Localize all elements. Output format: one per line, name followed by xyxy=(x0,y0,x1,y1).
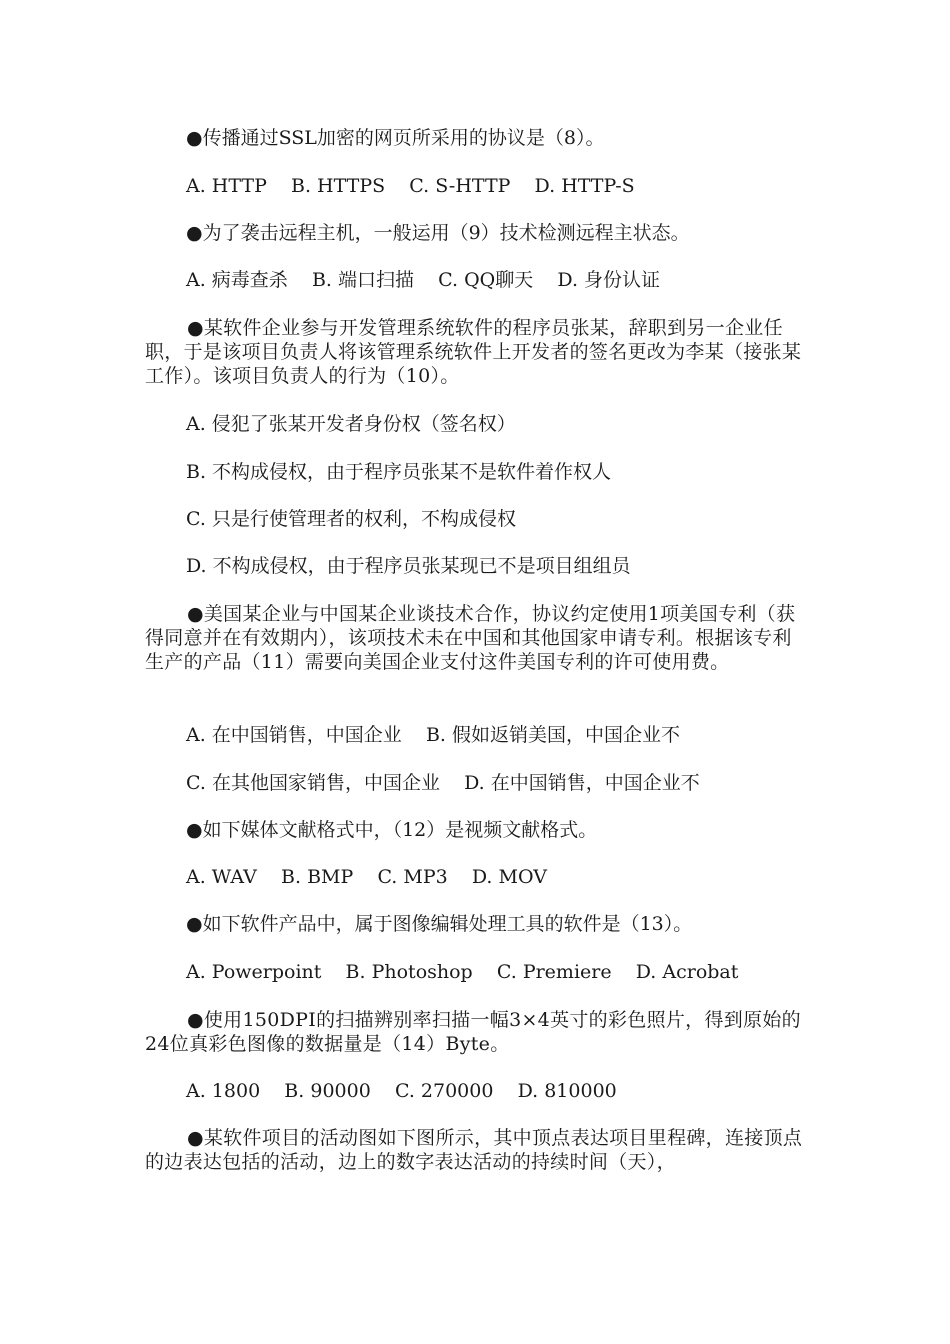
question-10-option-b: B. 不构成侵权，由于程序员张某不是软件着作权人 xyxy=(186,461,612,483)
question-13-options: A. Powerpoint B. Photoshop C. Premiere D. Acrobat xyxy=(186,961,739,983)
question-9-options: A. 病毒查杀 B. 端口扫描 C. QQ聊天 D. 身份认证 xyxy=(186,269,661,291)
question-8: ●传播通过SSL加密的网页所采用的协议是（8）。 xyxy=(186,127,605,149)
question-8-options: A. HTTP B. HTTPS C. S-HTTP D. HTTP-S xyxy=(186,175,635,197)
question-13: ●如下软件产品中，属于图像编辑处理工具的软件是（13）。 xyxy=(186,913,693,935)
question-9: ●为了袭击远程主机，一般运用（9）技术检测远程主状态。 xyxy=(186,222,690,244)
question-14: ●使用150DPI的扫描辨别率扫描一幅3×4英寸的彩色照片，得到原始的24位真彩色图像的数据量是（14）Byte。 xyxy=(145,1009,801,1055)
question-12-options: A. WAV B. BMP C. MP3 D. MOV xyxy=(186,866,547,888)
question-11-options-cd: C. 在其他国家销售，中国企业 D. 在中国销售，中国企业不 xyxy=(186,772,700,794)
question-10-option-d: D. 不构成侵权，由于程序员张某现已不是项目组组员 xyxy=(186,555,631,577)
question-11: ●美国某企业与中国某企业谈技术合作，协议约定使用1项美国专利（获得同意并在有效期内），该项技术未在中国和其他国家申请专利。根据该专利生产的产品（11）需要向美国企业支付这件美国专利的许可使用费。 xyxy=(145,603,796,673)
question-10-option-c: C. 只是行使管理者的权利，不构成侵权 xyxy=(186,508,516,530)
question-12: ●如下媒体文献格式中，（12）是视频文献格式。 xyxy=(186,819,598,841)
question-10: ●某软件企业参与开发管理系统软件的程序员张某，辞职到另一企业任职，于是该项目负责人将该管理系统软件上开发者的签名更改为李某（接张某工作）。该项目负责人的行为（10）。 xyxy=(145,317,802,387)
question-14-options: A. 1800 B. 90000 C. 270000 D. 810000 xyxy=(186,1080,617,1102)
question-10-option-a: A. 侵犯了张某开发者身份权（签名权） xyxy=(186,413,516,435)
question-11-options-ab: A. 在中国销售，中国企业 B. 假如返销美国，中国企业不 xyxy=(186,724,681,746)
question-15: ●某软件项目的活动图如下图所示，其中顶点表达项目里程碑，连接顶点的边表达包括的活动，边上的数字表达活动的持续时间（天）， xyxy=(145,1127,803,1173)
